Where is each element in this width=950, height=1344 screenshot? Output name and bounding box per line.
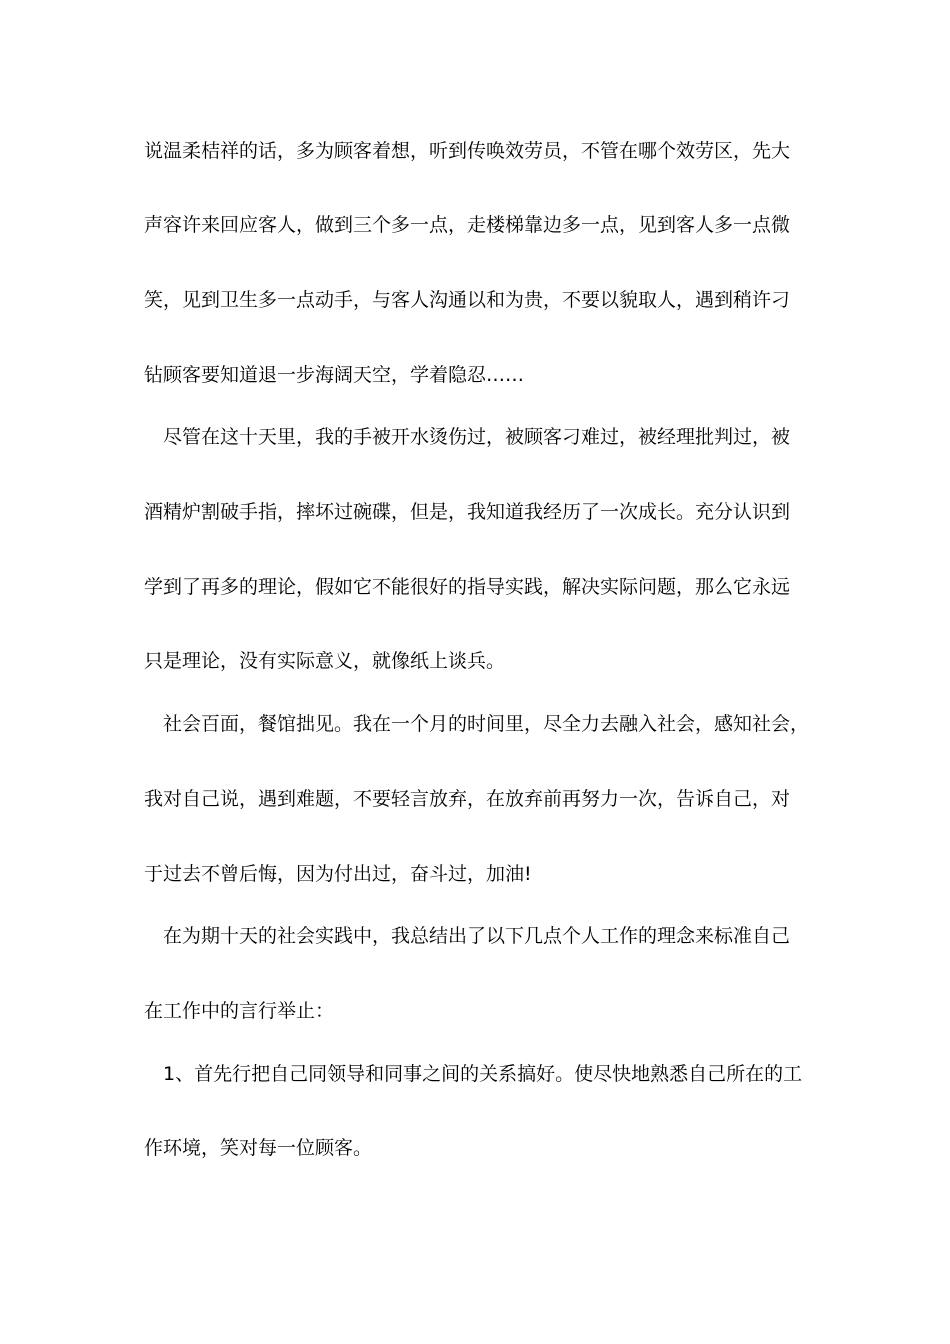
paragraph-line: 在为期十天的社会实践中，我总结出了以下几点个人工作的理念来标准自己 — [163, 925, 791, 947]
paragraph-line: 我对自己说，遇到难题，不要轻言放弃，在放弃前再努力一次，告诉自己，对 — [144, 788, 791, 810]
paragraph-line: 尽管在这十天里，我的手被开水烫伤过，被顾客刁难过，被经理批判过，被 — [163, 426, 791, 448]
paragraph-line: 钻顾客要知道退一步海阔天空，学着隐忍…… — [144, 364, 525, 386]
paragraph-line: 只是理论，没有实际意义，就像纸上谈兵。 — [144, 650, 506, 672]
paragraph-line: 酒精炉割破手指，摔坏过碗碟，但是，我知道我经历了一次成长。充分认识到 — [144, 501, 791, 523]
paragraph-line: 笑，见到卫生多一点动手，与客人沟通以和为贵，不要以貌取人，遇到稍许刁 — [144, 289, 791, 311]
paragraph-line: 说温柔桔祥的话，多为顾客着想，听到传唤效劳员，不管在哪个效劳区，先大 — [144, 140, 791, 162]
paragraph-line: 声容许来回应客人，做到三个多一点，走楼梯靠边多一点，见到客人多一点微 — [144, 214, 791, 236]
paragraph-line: 学到了再多的理论，假如它不能很好的指导实践，解决实际问题，那么它永远 — [144, 576, 791, 598]
paragraph-line: 作环境，笑对每一位顾客。 — [144, 1137, 373, 1159]
paragraph-line: 在工作中的言行举止： — [144, 1000, 335, 1022]
paragraph-line: 1、首先行把自己同领导和同事之间的关系搞好。使尽快地熟悉自己所在的工 — [163, 1063, 803, 1085]
paragraph-line: 社会百面，餐馆拙见。我在一个月的时间里，尽全力去融入社会，感知社会， — [163, 713, 810, 735]
paragraph-line: 于过去不曾后悔，因为付出过，奋斗过，加油! — [144, 863, 532, 885]
